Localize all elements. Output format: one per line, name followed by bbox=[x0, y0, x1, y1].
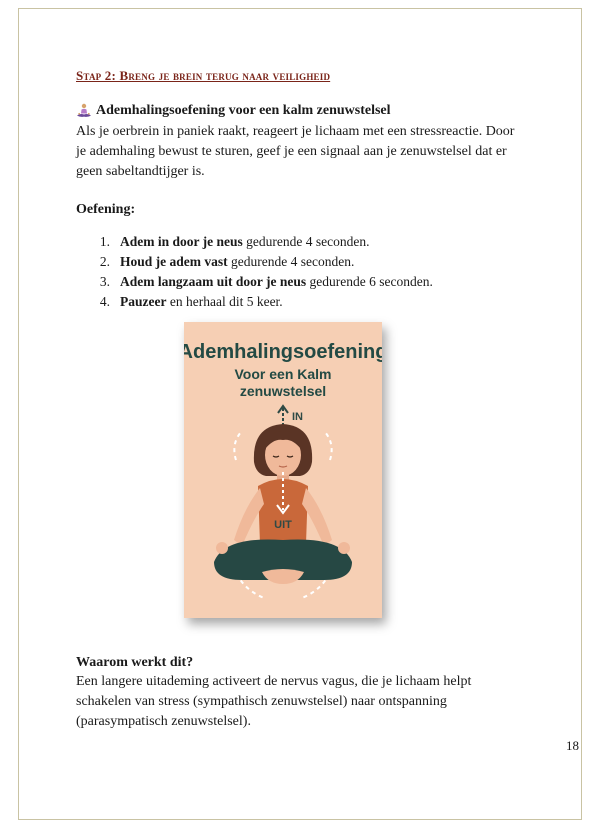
step-text: gedurende 6 seconden. bbox=[306, 274, 433, 289]
steps-list bbox=[76, 232, 433, 312]
step-text: en herhaal dit 5 keer. bbox=[166, 294, 283, 309]
meditation-icon bbox=[76, 103, 92, 119]
list-item bbox=[76, 272, 433, 292]
in-label: IN bbox=[292, 411, 303, 423]
step-bold-text: Adem langzaam uit door je neus bbox=[120, 274, 307, 289]
breathing-poster bbox=[184, 322, 382, 618]
section-heading: Stap 2: Breng je brein terug naar veiligheid bbox=[76, 68, 331, 83]
step-number: 2. bbox=[99, 254, 110, 269]
step-text: gedurende 4 seconden. bbox=[227, 254, 355, 269]
step-number: 1. bbox=[99, 234, 110, 249]
exercise-label: Oefening: bbox=[76, 202, 136, 217]
meditating-woman bbox=[214, 424, 352, 584]
arrow-up-icon bbox=[278, 406, 288, 426]
step-bold-text: Pauzeer bbox=[120, 294, 167, 309]
poster-subtitle-line2: zenuwstelsel bbox=[239, 383, 327, 399]
poster-illustration bbox=[184, 322, 382, 618]
out-label: UIT bbox=[274, 519, 292, 531]
why-paragraph: Een langere uitademing activeert de nervus vagus, die je lichaam helpt schakelen van stress (sympathisch zenuwstelsel) naar ontspanning (parasympatisch zenuwstelsel). bbox=[76, 674, 472, 729]
sub-heading-text: Ademhalingsoefening voor een kalm zenuwstelsel bbox=[96, 103, 391, 118]
step-number: 4. bbox=[99, 294, 110, 309]
step-bold-text: Houd je adem vast bbox=[120, 254, 228, 269]
page-number: 18 bbox=[566, 738, 579, 753]
poster-title: Ademhalingsoefening bbox=[184, 341, 382, 363]
step-bold-text: Adem in door je neus bbox=[120, 234, 243, 249]
list-item bbox=[76, 292, 433, 312]
poster-subtitle-line1: Voor een Kalm bbox=[234, 366, 332, 382]
list-item bbox=[76, 252, 433, 272]
step-text: gedurende 4 seconden. bbox=[242, 234, 370, 249]
why-heading: Waarom werkt dit? bbox=[76, 655, 194, 670]
list-item bbox=[76, 232, 433, 252]
step-number: 3. bbox=[99, 274, 110, 289]
intro-paragraph: Als je oerbrein in paniek raakt, reageert je lichaam met een stressreactie. Door je ademhaling bewust te sturen, geef je een signaal aan je zenuwstelsel dat er geen sabeltandtijger is. bbox=[76, 124, 515, 179]
sub-heading bbox=[76, 103, 391, 119]
